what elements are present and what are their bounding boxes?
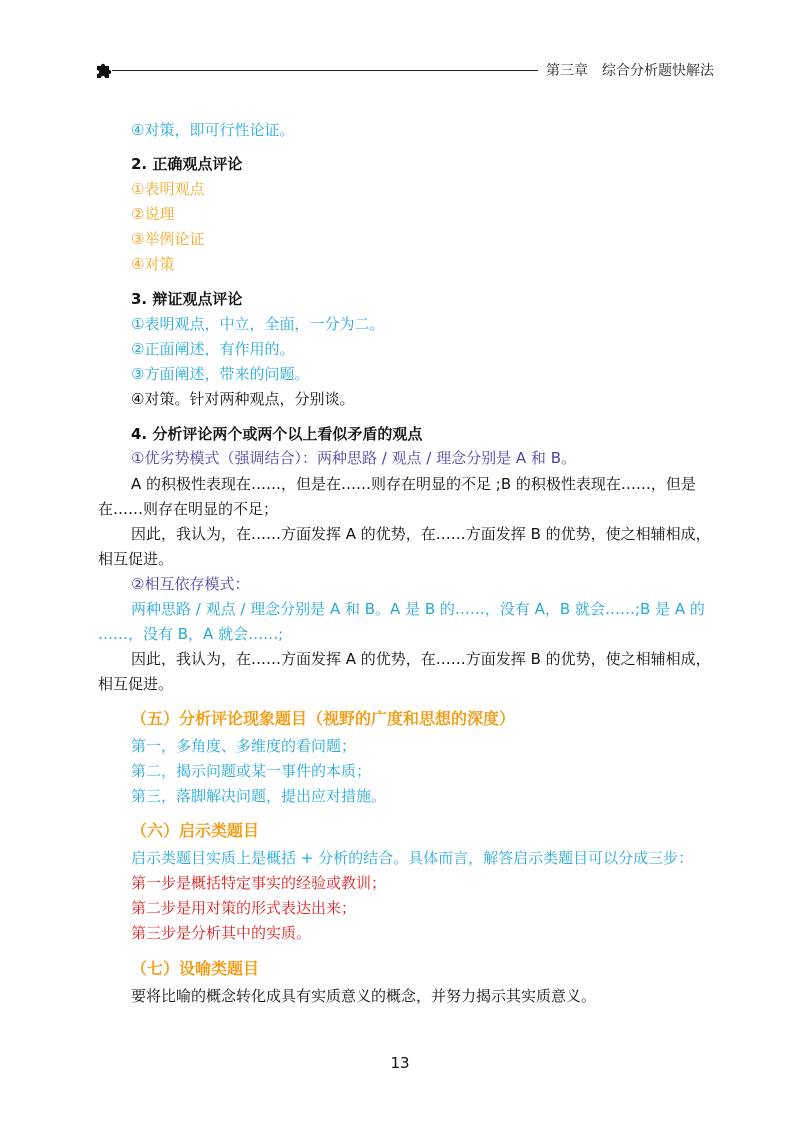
body-line: ③方面阐述，带来的问题。	[131, 365, 310, 383]
puzzle-icon	[95, 61, 113, 79]
body-line: 启示类题目实质上是概括 + 分析的结合。具体而言，解答启示类题目可以分成三步：	[131, 849, 694, 867]
body-line	[131, 448, 576, 468]
body-line: 相互促进。	[98, 550, 174, 568]
body-line: 第一步是概括特定事实的经验或教训；	[131, 874, 387, 892]
body-line: 因此，我认为，在……方面发挥 A 的优势，在……方面发挥 B 的优势，使之相辅相成，	[131, 650, 711, 668]
body-line: 在……则存在明显的不足；	[98, 500, 279, 518]
chapter-subheading: （六）启示类题目	[131, 821, 260, 840]
body-line: ④对策	[131, 255, 175, 273]
body-line: 第二步是用对策的形式表达出来；	[131, 899, 357, 917]
body-line: ①表明观点	[131, 180, 205, 198]
body-line: 两种思路 / 观点 / 理念分别是 A 和 B。A 是 B 的……，没有 A，B 就会……;B 是 A 的	[131, 600, 705, 618]
body-line: ②正面阐述，有作用的。	[131, 340, 295, 358]
chapter-subheading: （七）设喻类题目	[131, 959, 260, 978]
section-heading: 3. 辩证观点评论	[131, 290, 243, 308]
section-heading: 2. 正确观点评论	[131, 155, 243, 173]
mode-label: ①优劣势模式（强调结合）：	[131, 449, 317, 467]
body-line: 第二，揭示问题或某一事件的本质；	[131, 762, 372, 780]
body-line: ④对策。针对两种观点，分别谈。	[131, 390, 355, 408]
body-line: 因此，我认为，在……方面发挥 A 的优势，在……方面发挥 B 的优势，使之相辅相成，	[131, 525, 711, 543]
body-line: 第三，落脚解决问题，提出应对措施。	[131, 787, 387, 805]
page-header	[0, 0, 800, 90]
section-heading: 4. 分析评论两个或两个以上看似矛盾的观点	[131, 425, 423, 443]
body-line: ②说理	[131, 205, 175, 223]
body-line: ①表明观点，中立，全面，一分为二。	[131, 315, 385, 333]
body-line: ……，没有 B，A 就会……;	[98, 625, 284, 643]
body-line: ③举例论证	[131, 230, 205, 248]
body-line: ④对策，即可行性论证。	[131, 121, 295, 139]
mode-text: 两种思路 / 观点 / 理念分别是 A 和 B。	[316, 449, 576, 467]
body-line: 要将比喻的概念转化成具有实质意义的概念，并努力揭示其实质意义。	[131, 987, 597, 1005]
chapter-subheading: （五）分析评论现象题目（视野的广度和思想的深度）	[131, 709, 516, 728]
body-line: 第一，多角度、多维度的看问题；	[131, 737, 357, 755]
page-number: 13	[390, 1054, 410, 1072]
chapter-title: 第三章 综合分析题快解法	[546, 63, 714, 79]
mode-label: ②相互依存模式：	[131, 575, 250, 593]
header-rule	[112, 70, 538, 71]
body-line: A 的积极性表现在……，但是在……则存在明显的不足 ;B 的积极性表现在……，但是	[131, 475, 696, 493]
body-line: 相互促进。	[98, 675, 174, 693]
body-line: 第三步是分析其中的实质。	[131, 924, 312, 942]
